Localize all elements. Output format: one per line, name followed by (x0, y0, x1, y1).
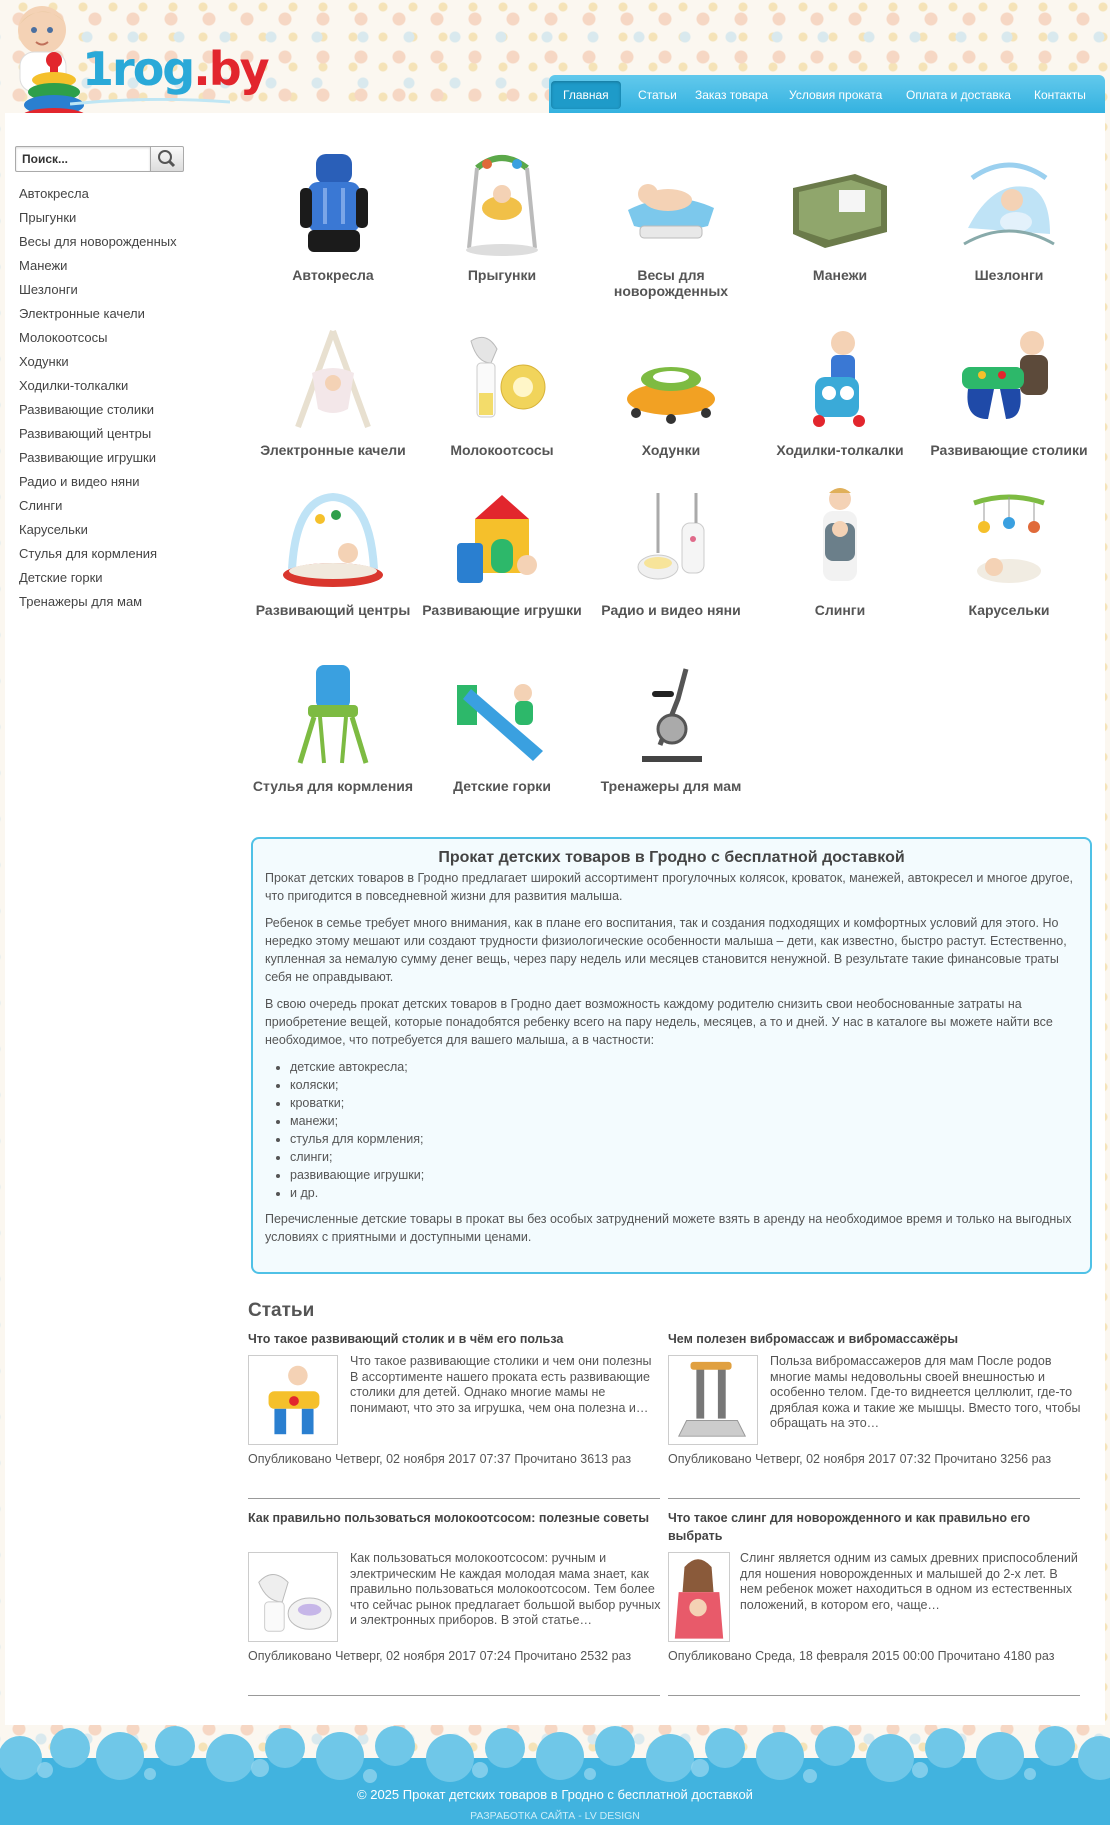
search-button[interactable] (150, 146, 184, 172)
catalog-item-label: Молокоотсосы (450, 442, 554, 458)
catalog-item-baby-monitors[interactable] (588, 483, 754, 618)
catalog-item-label: Детские горки (453, 778, 551, 794)
catalog-item-label: Тренажеры для мам (600, 778, 742, 794)
high-chair-image (278, 659, 388, 769)
sidebar-item-slings[interactable]: Слинги (19, 498, 63, 513)
catalog-item-label: Шезлонги (974, 267, 1044, 283)
about-list-item: • стулья для кормления; (290, 1130, 1078, 1148)
nav-home[interactable]: Главная (551, 81, 621, 109)
catalog-item-label: Стулья для кормления (252, 778, 414, 794)
catalog-item-jumpers[interactable] (419, 148, 585, 283)
site-logo[interactable]: 1rog.by (82, 42, 268, 96)
catalog-item-high-chairs[interactable] (250, 659, 416, 794)
article-title-link[interactable]: Что такое слинг для новорожденного и как правильно его выбрать (668, 1511, 1031, 1543)
sidebar-item-car-seats[interactable]: Автокресла (19, 186, 89, 201)
catalog-item-bouncers[interactable] (926, 148, 1092, 283)
catalog-item-label: Ходилки-толкалки (776, 442, 904, 458)
article-excerpt: Как пользоваться молокоотсосом: ручным и электрическим Не каждая молодая мама знает, как правильно пользоваться молокоотсосом. Тем более что сейчас рынок предлагает большой выбор ручных и электронных приборов. В этой статье… (350, 1551, 661, 1627)
article-card (668, 1509, 1080, 1663)
sidebar-item-high-chairs[interactable]: Стулья для кормления (19, 546, 158, 561)
sidebar-item-activity-tables[interactable]: Развивающие столики (19, 402, 155, 417)
nav-articles[interactable]: Статьи (638, 88, 677, 102)
catalog-item-label: Электронные качели (260, 442, 406, 458)
about-list (265, 1058, 1078, 1202)
catalog-item-walkers[interactable] (588, 323, 754, 458)
sidebar-item-walkers[interactable]: Ходунки (19, 354, 69, 369)
catalog-item-label: Развивающие столики (930, 442, 1088, 458)
article-title-link[interactable]: Как правильно пользоваться молокоотсосом: полезные советы (248, 1511, 649, 1525)
catalog-item-push-walkers[interactable] (757, 323, 923, 458)
about-title: Прокат детских товаров в Гродно с бесплатной доставкой (438, 849, 905, 866)
activity-table-image (954, 323, 1064, 433)
catalog-item-educational-toys[interactable] (419, 483, 585, 618)
vibro-massager-thumbnail[interactable] (668, 1355, 758, 1445)
mobile-carousel-image (954, 483, 1064, 593)
nav-payment-delivery[interactable]: Оплата и доставка (906, 88, 1011, 102)
catalog-item-playpens[interactable] (757, 148, 923, 283)
sidebar-item-slides[interactable]: Детские горки (19, 570, 103, 585)
article-meta: Опубликовано Среда, 18 февраля 2015 00:00 Прочитано 4180 раз (668, 1649, 1055, 1663)
electronic-swing-image (278, 323, 388, 433)
footer-bubbles-background (0, 1718, 1110, 1825)
article-divider (668, 1498, 1080, 1499)
push-walker-image (785, 323, 895, 433)
article-excerpt: Польза вибромассажеров для мам После родов многие мамы недовольны своей внешностью и особенно телом. Где-то виднеется целлюлит, где-то дряблая кожа и такие же мышцы. Вместо того, чтобы обращать на это… (770, 1354, 1081, 1430)
about-list-item: • коляски; (290, 1076, 1078, 1094)
search-form (15, 146, 185, 174)
catalog-item-label: Прыгунки (467, 267, 537, 283)
catalog-item-baby-scales[interactable] (588, 148, 754, 299)
search-icon (151, 147, 183, 171)
catalog-item-electronic-swings[interactable] (250, 323, 416, 458)
sidebar-category-menu (19, 184, 177, 616)
about-service-box (251, 837, 1092, 1274)
sidebar-item-breast-pumps[interactable]: Молокоотсосы (19, 330, 108, 345)
sidebar-item-mom-trainers[interactable]: Тренажеры для мам (19, 594, 143, 609)
about-paragraph: В свою очередь прокат детских товаров в Гродно дает возможность каждому родителю снизить свои необоснованные затраты на приобретение вещей, которые понадобятся ребенку всего на пару недель, месяцев, а то и дней. У нас в каталоге вы можете найти все необходимое, что потребуется для вашего малыша, а в частности: (265, 997, 1053, 1047)
sling-image (785, 483, 895, 593)
catalog-item-label: Слинги (814, 602, 866, 618)
sidebar-item-activity-centers[interactable]: Развивающий центры (19, 426, 152, 441)
baby-monitor-image (616, 483, 726, 593)
article-divider (248, 1498, 660, 1499)
educational-toy-image (447, 483, 557, 593)
about-paragraph: Ребенок в семье требует много внимания, как в плане его воспитания, так и создания подходящих и комфортных условий для этого. Но нередко этому мешают или создают трудности физиологические особенности малыша – дети, как известно, быстро растут. Естественно, купленная за немалую сумму денег вещь, через пару недель или месяцев становится ненужной. В результате такие финансовые траты себя не оправдывают. (265, 916, 1067, 984)
nav-order[interactable]: Заказ товара (695, 88, 769, 102)
footer-copyright: © 2025 Прокат детских товаров в Гродно с бесплатной доставкой (357, 1787, 753, 1802)
article-card (668, 1330, 1081, 1466)
sidebar-item-baby-scales[interactable]: Весы для новорожденных (19, 234, 177, 249)
catalog-item-label: Карусельки (968, 602, 1050, 618)
nav-rental-terms[interactable]: Условия проката (789, 88, 883, 102)
catalog-item-slings[interactable] (757, 483, 923, 618)
catalog-item-label: Автокресла (292, 267, 374, 283)
sidebar-item-baby-monitors[interactable]: Радио и видео няни (19, 474, 140, 489)
article-title-link[interactable]: Что такое развивающий столик и в чём его польза (248, 1332, 564, 1346)
article-divider (668, 1695, 1080, 1696)
catalog-item-label: Весы для новорожденных (613, 267, 729, 299)
breast-pump-image (447, 323, 557, 433)
sling-thumbnail[interactable] (668, 1552, 730, 1642)
catalog-item-activity-centers[interactable] (250, 483, 416, 618)
breast-pump-thumbnail[interactable] (248, 1552, 338, 1642)
about-list-item: • слинги; (290, 1148, 1078, 1166)
about-list-item: • и др. (290, 1184, 1078, 1202)
sidebar-item-mobiles[interactable]: Карусельки (19, 522, 88, 537)
article-card (248, 1330, 660, 1466)
catalog-item-mobiles[interactable] (926, 483, 1092, 618)
catalog-item-label: Манежи (812, 267, 868, 283)
catalog-item-label: Развивающий центры (255, 602, 411, 618)
footer-developer-credit[interactable]: РАЗРАБОТКА САЙТА - LV DESIGN (470, 1810, 640, 1822)
jumper-image (447, 148, 557, 258)
catalog-item-activity-tables[interactable] (926, 323, 1092, 458)
sidebar-item-jumpers[interactable]: Прыгунки (19, 210, 77, 225)
catalog-item-label: Радио и видео няни (601, 602, 741, 618)
article-excerpt: Что такое развивающие столики и чем они полезны В ассортименте нашего проката есть развивающие столики для детей. Однако многие мамы не понимают, что это за игрушка, чем она полезна и… (350, 1354, 652, 1415)
about-list-item: • манежи; (290, 1112, 1078, 1130)
nav-contacts[interactable]: Контакты (1034, 88, 1086, 102)
about-paragraph: Перечисленные детские товары в прокат вы без особых затруднений можете взять в аренду на необходимое время и только на выгодных условиях с приятными и доступными ценами. (265, 1212, 1072, 1244)
baby-scale-image (616, 148, 726, 258)
search-input[interactable] (15, 146, 151, 172)
logo-swoosh (70, 98, 230, 106)
activity-center-image (278, 483, 388, 593)
slide-image (447, 659, 557, 769)
article-card (248, 1509, 661, 1663)
article-title-link[interactable]: Чем полезен вибромассаж и вибромассажёры (668, 1332, 959, 1346)
article-meta: Опубликовано Четверг, 02 ноября 2017 07:32 Прочитано 3256 раз (668, 1452, 1052, 1466)
catalog-item-mom-trainers[interactable] (588, 659, 754, 794)
article-meta: Опубликовано Четверг, 02 ноября 2017 07:37 Прочитано 3613 раз (248, 1452, 632, 1466)
about-paragraph: Прокат детских товаров в Гродно предлагает широкий ассортимент прогулочных колясок, кроваток, манежей, автокресел и многое другое, что пригодится в повседневной жизни для развития малыша. (265, 871, 1074, 903)
article-excerpt: Слинг является одним из самых древних приспособлений для ношения новорожденных и малышей до 2-х лет. В нем ребенок может находиться в одном из естественных положений, в котором его, чаще… (740, 1551, 1078, 1612)
sidebar-item-bouncers[interactable]: Шезлонги (19, 282, 78, 297)
articles-heading: Статьи (248, 1300, 315, 1321)
activity-table-thumbnail[interactable] (248, 1355, 338, 1445)
about-list-item: • кроватки; (290, 1094, 1078, 1112)
walker-image (616, 323, 726, 433)
catalog-item-slides[interactable] (419, 659, 585, 794)
catalog-item-label: Развивающие игрушки (422, 602, 582, 618)
sidebar-item-electronic-swings[interactable]: Электронные качели (19, 306, 145, 321)
catalog-item-breast-pumps[interactable] (419, 323, 585, 458)
about-list-item: • детские автокресла; (290, 1058, 1078, 1076)
car-seat-image (278, 148, 388, 258)
article-divider (248, 1695, 660, 1696)
main-navigation (549, 75, 1105, 113)
sidebar-item-playpens[interactable]: Манежи (19, 258, 68, 273)
bouncer-image (954, 148, 1064, 258)
playpen-image (785, 148, 895, 258)
sidebar-item-push-walkers[interactable]: Ходилки-толкалки (19, 378, 129, 393)
article-meta: Опубликовано Четверг, 02 ноября 2017 07:24 Прочитано 2532 раз (248, 1649, 632, 1663)
sidebar-item-educational-toys[interactable]: Развивающие игрушки (19, 450, 156, 465)
exercise-bike-image (616, 659, 726, 769)
about-list-item: • развивающие игрушки; (290, 1166, 1078, 1184)
catalog-item-label: Ходунки (641, 442, 701, 458)
catalog-item-car-seats[interactable] (250, 148, 416, 283)
